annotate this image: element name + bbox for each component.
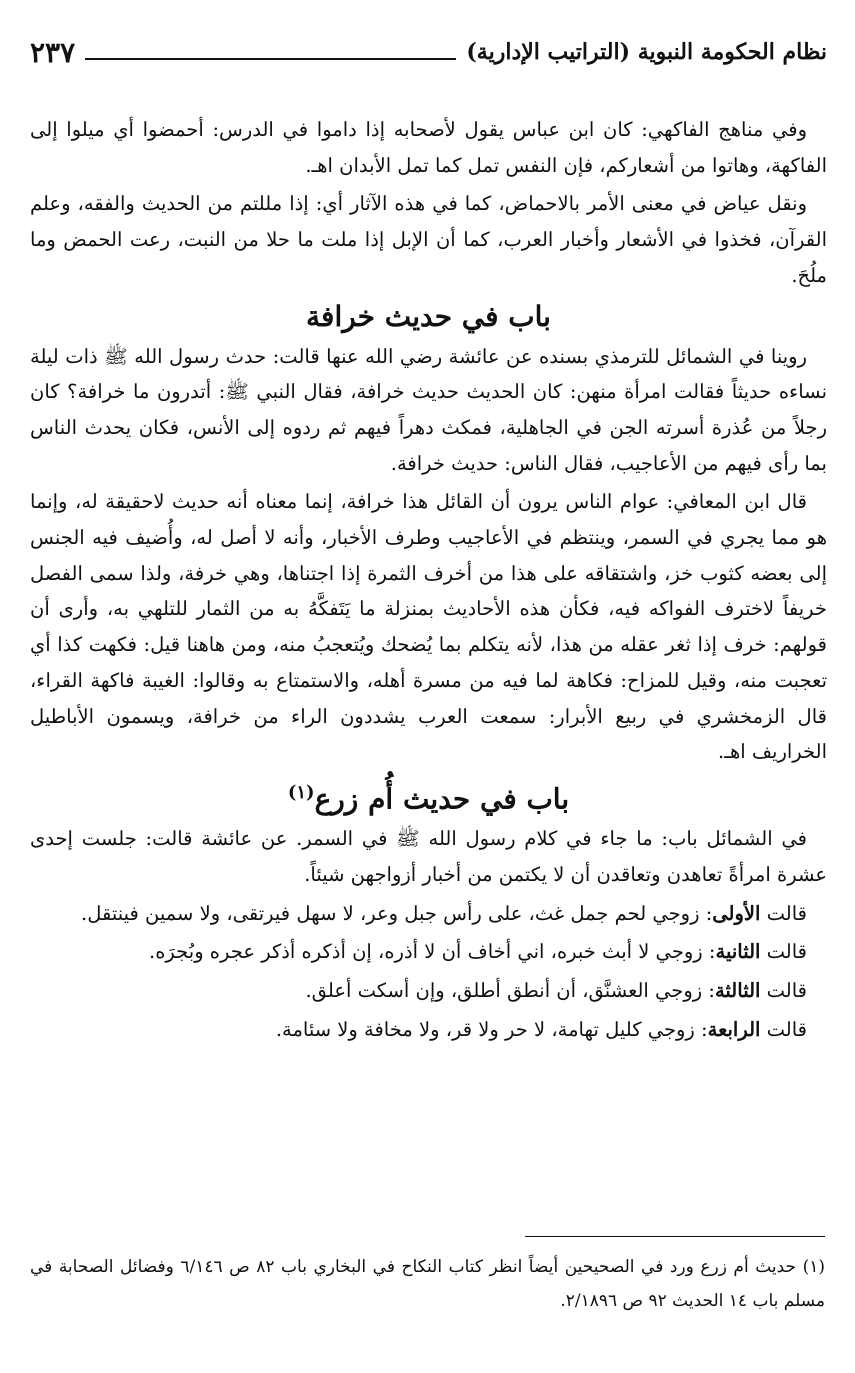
quote-second xyxy=(30,934,827,970)
quote-lead: قالت xyxy=(760,979,807,1003)
quote-lead: قالت xyxy=(760,940,807,964)
speaker-name: الرابعة xyxy=(707,1017,761,1041)
quote-lead: قالت xyxy=(760,1017,807,1041)
speaker-name: الأولى xyxy=(712,901,761,925)
quote-text: : زوجي العشنَّق، أن أنطق أطلق، وإن أسكت أعلق. xyxy=(305,979,715,1003)
speaker-name: الثالثة xyxy=(714,979,761,1003)
footnote-marker: (١) xyxy=(287,781,315,803)
paragraph: في الشمائل باب: ما جاء في كلام رسول الله ﷺ في السمر. عن عائشة قالت: جلست إحدى عشرة امرأةً تعاهدن وتعاقدن أن لا يكتمن من أخبار أزواجهن شيئاً. xyxy=(30,827,827,886)
quote-fourth xyxy=(30,1012,827,1048)
page-header xyxy=(30,30,827,74)
section-heading-umm-zar xyxy=(30,773,827,819)
paragraph: روينا في الشمائل للترمذي بسنده عن عائشة رضي الله عنها قالت: حدث رسول الله ﷺ ذات ليلة نساءه حديثاً فقالت امرأة منهن: كان الحديث حديث خرافة، فقال النبي ﷺ: أتدرون ما خرافة؟ كان رجلاً من عُذرة أسرته الجن في الجاهلية، فمكث دهراً فيهم ثم ردوه إلى الأنس، فكان يحدث الناس بما رأى فيهم من الأعاجيب، فقال الناس: حديث خرافة. xyxy=(30,344,827,475)
section-heading-text: باب في حديث أُم زرع xyxy=(314,782,570,816)
footnote: (١) حديث أم زرع ورد في الصحيحين أيضاً انظر كتاب النكاح في البخاري باب ٨٢ ص ٦/١٤٦ وفضائل الصحابة في مسلم باب ١٤ الحديث ٩٢ ص ٢/١٨٩٦. xyxy=(30,1257,825,1311)
paragraph: وفي مناهج الفاكهي: كان ابن عباس يقول لأصحابه إذا داموا في الدرس: أحمضوا أي ميلوا إلى الفاكهة، وهاتوا من أشعاركم، فإن النفس تمل كما تمل الأبدان اهـ. xyxy=(30,118,827,177)
quote-text: : زوجي لحم جمل غث، على رأس جبل وعر، لا سهل فيرتقى، ولا سمين فينتقل. xyxy=(81,901,713,925)
section-heading-khurafa: باب في حديث خرافة xyxy=(306,299,551,333)
header-rule xyxy=(85,58,456,60)
quote-text: : زوجي لا أبث خبره، اني أخاف أن لا أذره، إن أذكره أذكر عجره وبُجرَه. xyxy=(149,940,716,964)
quote-first xyxy=(30,896,827,932)
page-number: ٢٣٧ xyxy=(30,35,76,69)
paragraph: قال ابن المعافي: عوام الناس يرون أن القائل هذا خرافة، إنما معناه أنه حديث لاحقيقة له، وإنما هو مما يجري في السمر، وينتظم في الأعاجيب وطرف الأخبار، وأنه لا أصل له، وأُضيف فيه الجنس إلى بعضه كثوب خز، واشتقاقه على هذا من أخرف الثمرة إذا اجتناها، وهي خرفة، ولذا سمى الفصل خريفاً لاخترف الفواكه فيه، فكأن هذه الأحاديث بمنزلة ما يَتَفكَّهُ به من الثمار للتلهي به، وأرى أن قولهم: خرف إذا ثغر عقله من هذا، لأنه يتكلم بما يُضحك ويُتعجبُ منه، ومن هاهنا قيل: فكهت كذا أي تعجبت منه، وقيل للمزاح: فكاهة لما فيه من مسرة أهله، والاستمتاع به وقالوا: الغيبة فاكهة القراء، قال الزمخشري في ربيع الأبرار: سمعت العرب يشددون الراء من خرافة، ويسمون الأباطيل الخراريف اهـ. xyxy=(30,490,827,764)
quote-third xyxy=(30,973,827,1009)
running-title: نظام الحكومة النبوية (التراتيب الإدارية) xyxy=(466,39,827,65)
quote-text: : زوجي كليل تهامة، لا حر ولا قر، ولا مخافة ولا سئامة. xyxy=(275,1017,708,1041)
footnote-separator xyxy=(525,1236,825,1237)
quote-lead: قالت xyxy=(760,901,807,925)
speaker-name: الثانية xyxy=(715,940,761,964)
paragraph: ونقل عياض في معنى الأمر بالاحماض، كما في هذه الآثار أي: إذا مللتم من الحديث والفقه، وعلم القرآن، فخذوا في الأشعار وأخبار العرب، كما أن الإبل إذا ملت ما حلا من النبت، رعت الحمض وما ملُحَ. xyxy=(30,192,827,287)
page-body xyxy=(30,112,827,1051)
